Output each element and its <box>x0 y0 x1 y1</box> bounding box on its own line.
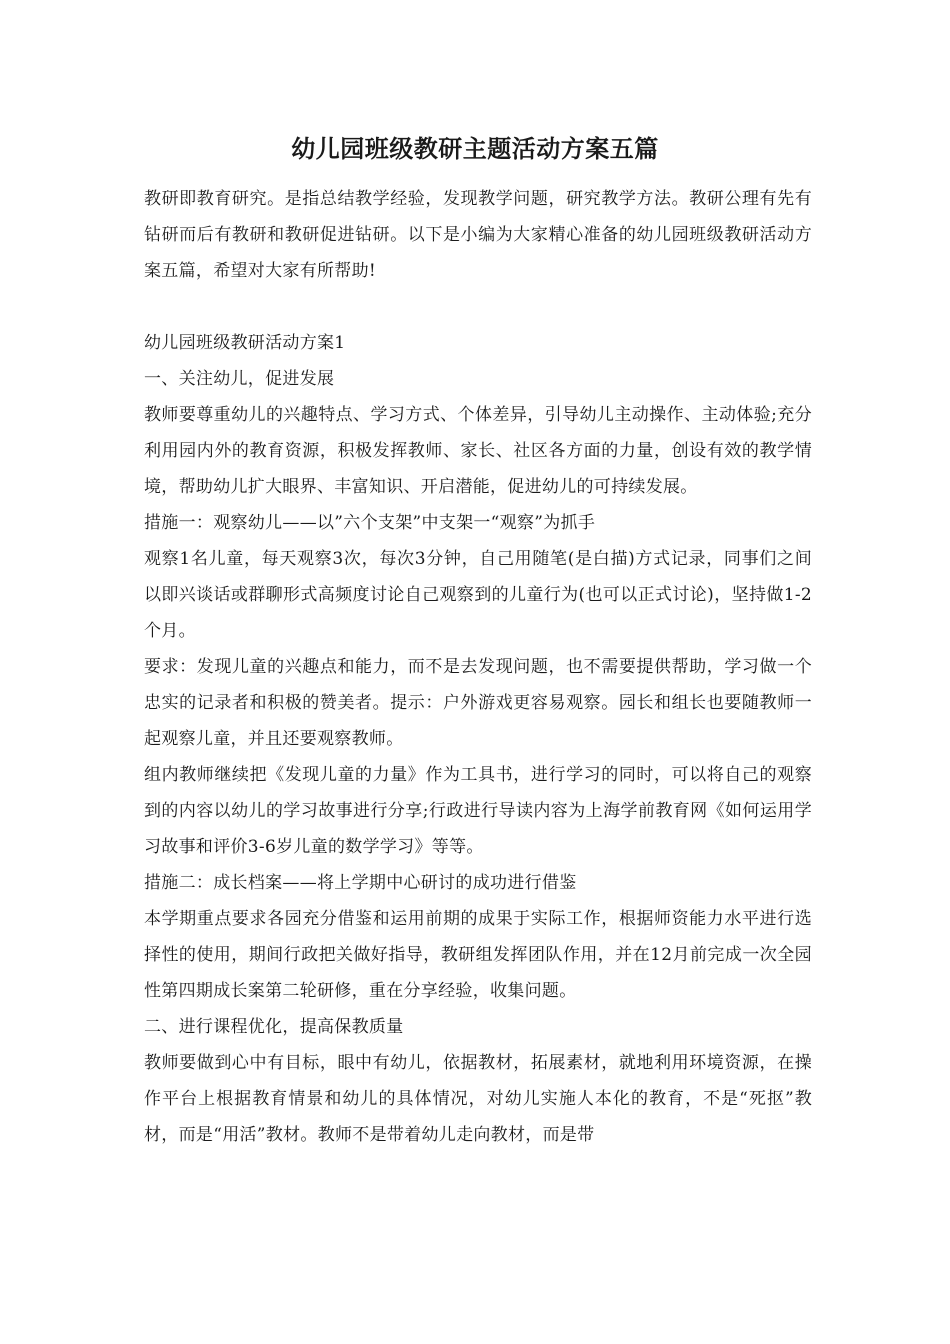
measure-one-heading: 措施一：观察幼儿——以”六个支架”中支架一“观察”为抓手 <box>144 513 596 533</box>
intro-paragraph: 教研即教育研究。是指总结教学经验，发现教学问题，研究教学方法。教研公理有先有钻研而后有教研和教研促进钻研。以下是小编为大家精心准备的幼儿园班级教研活动方案五篇，希望对大家有所帮助! <box>144 189 812 281</box>
body-paragraph: 本学期重点要求各园充分借鉴和运用前期的成果于实际工作，根据师资能力水平进行选择性的使用，期间行政把关做好指导，教研组发挥团队作用，并在12月前完成一次全园性第四期成长案第二轮研修，重在分享经验，收集问题。 <box>144 909 812 1001</box>
body-paragraph: 观察1名儿童，每天观察3次，每次3分钟，自己用随笔(是白描)方式记录，同事们之间以即兴谈话或群聊形式高频度讨论自己观察到的儿童行为(也可以正式讨论)，坚持做1-2个月。 <box>144 549 812 641</box>
body-paragraph: 组内教师继续把《发现儿童的力量》作为工具书，进行学习的同时，可以将自己的观察到的内容以幼儿的学习故事进行分享;行政进行导读内容为上海学前教育网《如何运用学习故事和评价3-6岁儿童的数学学习》等等。 <box>144 765 812 857</box>
document-body <box>144 181 812 1153</box>
document-title: 幼儿园班级教研主题活动方案五篇 <box>291 134 659 163</box>
body-paragraph: 教师要尊重幼儿的兴趣特点、学习方式、个体差异，引导幼儿主动操作、主动体验;充分利用园内外的教育资源，积极发挥教师、家长、社区各方面的力量，创设有效的教学情境，帮助幼儿扩大眼界、丰富知识、开启潜能，促进幼儿的可持续发展。 <box>144 405 812 497</box>
measure-two-heading: 措施二：成长档案——将上学期中心研讨的成功进行借鉴 <box>144 873 577 893</box>
body-paragraph: 要求：发现儿童的兴趣点和能力，而不是去发现问题，也不需要提供帮助，学习做一个忠实的记录者和积极的赞美者。提示：户外游戏更容易观察。园长和组长也要随教师一起观察儿童，并且还要观察教师。 <box>144 657 812 749</box>
section-heading-plan-1: 幼儿园班级教研活动方案1 <box>144 333 346 353</box>
subheading-curriculum-optimization: 二、进行课程优化，提高保教质量 <box>144 1017 404 1037</box>
paragraph-spacer <box>144 289 812 325</box>
subheading-focus-children: 一、关注幼儿，促进发展 <box>144 369 335 389</box>
body-paragraph: 教师要做到心中有目标，眼中有幼儿，依据教材，拓展素材，就地利用环境资源，在操作平台上根据教育情景和幼儿的具体情况，对幼儿实施人本化的教育，不是“死抠”教材，而是“用活”教材。教师不是带着幼儿走向教材，而是带 <box>144 1053 812 1145</box>
